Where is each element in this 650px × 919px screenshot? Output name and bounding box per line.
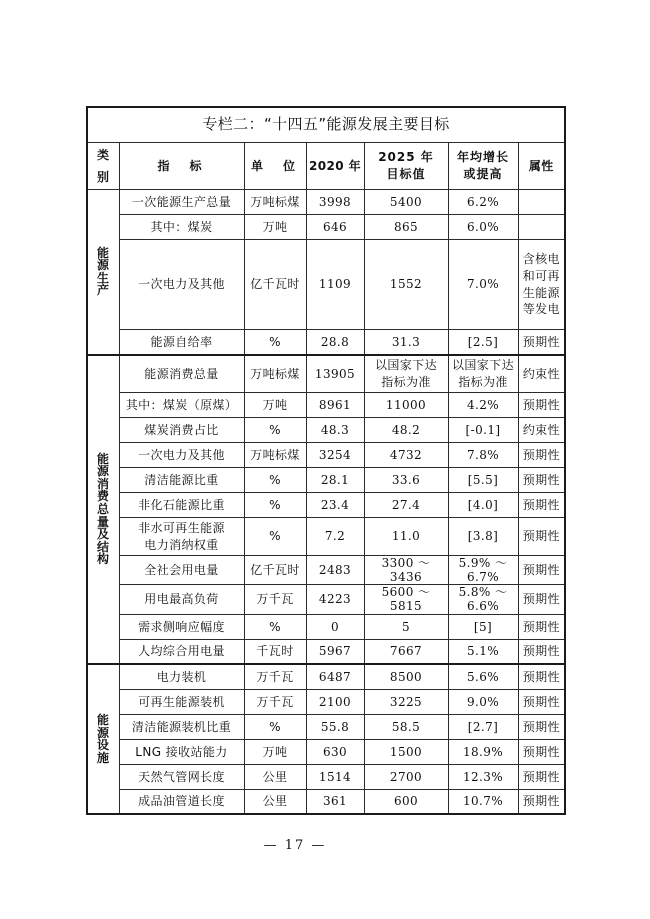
row-indicator: 清洁能源比重 bbox=[119, 468, 244, 493]
row-attribute: 预期性 bbox=[518, 714, 565, 739]
row-annual-growth: 4.2% bbox=[448, 393, 518, 418]
row-annual-growth: 5.9% ～ 6.7% bbox=[448, 556, 518, 585]
column-header-attribute: 属性 bbox=[518, 143, 565, 190]
row-attribute: 约束性 bbox=[518, 355, 565, 393]
cell-line: 非水可再生能源 bbox=[138, 520, 225, 535]
table-row bbox=[87, 789, 565, 814]
row-attribute bbox=[518, 190, 565, 215]
row-annual-growth: 9.0% bbox=[448, 689, 518, 714]
row-target-2025: 31.3 bbox=[364, 330, 448, 355]
row-target-2025: 5400 bbox=[364, 190, 448, 215]
row-unit: 万吨 bbox=[244, 393, 306, 418]
row-value-2020: 4223 bbox=[306, 585, 364, 614]
row-indicator: 可再生能源装机 bbox=[119, 689, 244, 714]
row-unit: 万千瓦 bbox=[244, 664, 306, 689]
row-indicator: 煤炭消费占比 bbox=[119, 418, 244, 443]
row-annual-growth bbox=[448, 355, 518, 393]
table-row bbox=[87, 393, 565, 418]
row-indicator: 人均综合用电量 bbox=[119, 639, 244, 664]
row-value-2020: 28.1 bbox=[306, 468, 364, 493]
category-label-char: 设 bbox=[97, 738, 110, 753]
cell-line: 以国家下达 bbox=[451, 357, 514, 372]
column-header-unit: 单 位 bbox=[244, 143, 306, 190]
row-unit: 公里 bbox=[244, 764, 306, 789]
category-label-char: 总 bbox=[97, 502, 110, 517]
row-attribute: 预期性 bbox=[518, 443, 565, 468]
row-unit: 万吨标煤 bbox=[244, 443, 306, 468]
row-unit: % bbox=[244, 493, 306, 518]
row-annual-growth: 6.0% bbox=[448, 215, 518, 240]
table-row bbox=[87, 714, 565, 739]
category-header-stack bbox=[89, 144, 118, 188]
row-annual-growth: [5.5] bbox=[448, 468, 518, 493]
row-target-2025: 5 bbox=[364, 614, 448, 639]
row-value-2020: 646 bbox=[306, 215, 364, 240]
table-row bbox=[87, 443, 565, 468]
cell-line: 指标为准 bbox=[381, 374, 431, 389]
row-attribute: 预期性 bbox=[518, 639, 565, 664]
row-target-2025: 48.2 bbox=[364, 418, 448, 443]
row-annual-growth: 7.8% bbox=[448, 443, 518, 468]
row-value-2020: 630 bbox=[306, 739, 364, 764]
table-row bbox=[87, 664, 565, 689]
cell-line: 等发电 bbox=[522, 302, 560, 317]
row-value-2020: 0 bbox=[306, 614, 364, 639]
row-attribute: 预期性 bbox=[518, 764, 565, 789]
row-value-2020: 1514 bbox=[306, 764, 364, 789]
row-unit: 万千瓦 bbox=[244, 689, 306, 714]
column-header-year-2025-target bbox=[364, 143, 448, 190]
row-target-2025: 11000 bbox=[364, 393, 448, 418]
table-row bbox=[87, 614, 565, 639]
row-category-1 bbox=[87, 190, 119, 355]
category-label-char: 费 bbox=[97, 489, 110, 504]
table-row bbox=[87, 240, 565, 330]
row-target-2025: 4732 bbox=[364, 443, 448, 468]
category-label-char: 产 bbox=[97, 283, 110, 298]
row-annual-growth: [5] bbox=[448, 614, 518, 639]
category-label-char: 能 bbox=[97, 712, 110, 727]
row-indicator: 天然气管网长度 bbox=[119, 764, 244, 789]
row-target-2025 bbox=[364, 355, 448, 393]
row-indicator: 全社会用电量 bbox=[119, 556, 244, 585]
row-value-2020: 6487 bbox=[306, 664, 364, 689]
row-annual-growth: [2.5] bbox=[448, 330, 518, 355]
column-header-category bbox=[87, 143, 119, 190]
cell-line: 以国家下达 bbox=[374, 357, 437, 372]
table-row bbox=[87, 639, 565, 664]
row-value-2020: 3998 bbox=[306, 190, 364, 215]
table-row bbox=[87, 355, 565, 393]
row-value-2020: 2483 bbox=[306, 556, 364, 585]
row-indicator: 一次电力及其他 bbox=[119, 443, 244, 468]
row-value-2020: 1109 bbox=[306, 240, 364, 330]
row-attribute: 预期性 bbox=[518, 664, 565, 689]
row-indicator: 成品油管道长度 bbox=[119, 789, 244, 814]
cell-line: 电力消纳权重 bbox=[144, 537, 219, 552]
row-annual-growth: 7.0% bbox=[448, 240, 518, 330]
row-attribute: 预期性 bbox=[518, 468, 565, 493]
row-annual-growth: [3.8] bbox=[448, 518, 518, 556]
row-target-2025: 8500 bbox=[364, 664, 448, 689]
row-unit: 万千瓦 bbox=[244, 585, 306, 614]
table-row bbox=[87, 215, 565, 240]
row-indicator bbox=[119, 518, 244, 556]
category-label-char: 施 bbox=[97, 750, 110, 765]
table-row bbox=[87, 689, 565, 714]
energy-targets-table bbox=[86, 106, 566, 815]
row-unit: 公里 bbox=[244, 789, 306, 814]
row-unit: 万吨标煤 bbox=[244, 355, 306, 393]
row-unit: % bbox=[244, 468, 306, 493]
row-value-2020: 28.8 bbox=[306, 330, 364, 355]
energy-targets-table-container bbox=[86, 106, 564, 815]
row-value-2020: 2100 bbox=[306, 689, 364, 714]
column-header-annual-growth bbox=[448, 143, 518, 190]
cell-line: 或提高 bbox=[463, 167, 503, 181]
row-unit: 千瓦时 bbox=[244, 639, 306, 664]
row-indicator: 非化石能源比重 bbox=[119, 493, 244, 518]
row-attribute: 预期性 bbox=[518, 493, 565, 518]
row-indicator: LNG 接收站能力 bbox=[119, 739, 244, 764]
row-value-2020: 13905 bbox=[306, 355, 364, 393]
category-label-char: 量 bbox=[97, 514, 110, 529]
category-label-char: 源 bbox=[97, 725, 110, 740]
row-annual-growth: [4.0] bbox=[448, 493, 518, 518]
table-row bbox=[87, 190, 565, 215]
row-target-2025: 1552 bbox=[364, 240, 448, 330]
row-indicator: 一次能源生产总量 bbox=[119, 190, 244, 215]
row-target-2025: 3225 bbox=[364, 689, 448, 714]
category-label-char: 源 bbox=[97, 258, 110, 273]
row-annual-growth: [-0.1] bbox=[448, 418, 518, 443]
row-unit: 亿千瓦时 bbox=[244, 556, 306, 585]
row-attribute: 预期性 bbox=[518, 739, 565, 764]
row-target-2025: 3300 ～ 3436 bbox=[364, 556, 448, 585]
row-indicator: 需求侧响应幅度 bbox=[119, 614, 244, 639]
row-unit: % bbox=[244, 714, 306, 739]
row-unit: % bbox=[244, 518, 306, 556]
table-row bbox=[87, 764, 565, 789]
row-target-2025: 33.6 bbox=[364, 468, 448, 493]
row-attribute: 预期性 bbox=[518, 689, 565, 714]
row-indicator: 其中：煤炭 bbox=[119, 215, 244, 240]
cell-line: 含核电 bbox=[522, 251, 560, 266]
row-indicator: 用电最高负荷 bbox=[119, 585, 244, 614]
table-title-row bbox=[87, 107, 565, 143]
row-attribute bbox=[518, 215, 565, 240]
column-header-indicator: 指 标 bbox=[119, 143, 244, 190]
row-category-3 bbox=[87, 664, 119, 814]
row-value-2020: 23.4 bbox=[306, 493, 364, 518]
cell-line: 目标值 bbox=[386, 167, 426, 181]
row-attribute: 预期性 bbox=[518, 518, 565, 556]
table-title: 专栏二：“十四五”能源发展主要目标 bbox=[87, 107, 565, 143]
row-value-2020: 5967 bbox=[306, 639, 364, 664]
row-unit: % bbox=[244, 330, 306, 355]
category-label-char: 构 bbox=[97, 552, 110, 567]
row-target-2025: 1500 bbox=[364, 739, 448, 764]
row-attribute bbox=[518, 240, 565, 330]
table-row bbox=[87, 556, 565, 585]
row-attribute: 预期性 bbox=[518, 556, 565, 585]
row-target-2025: 58.5 bbox=[364, 714, 448, 739]
row-target-2025: 2700 bbox=[364, 764, 448, 789]
row-annual-growth: 6.2% bbox=[448, 190, 518, 215]
row-unit: 万吨 bbox=[244, 739, 306, 764]
row-annual-growth: 5.6% bbox=[448, 664, 518, 689]
row-unit: 万吨 bbox=[244, 215, 306, 240]
row-indicator: 一次电力及其他 bbox=[119, 240, 244, 330]
row-target-2025: 11.0 bbox=[364, 518, 448, 556]
cell-line: 指标为准 bbox=[458, 374, 508, 389]
row-value-2020: 55.8 bbox=[306, 714, 364, 739]
category-label-char: 结 bbox=[97, 539, 110, 554]
row-value-2020: 361 bbox=[306, 789, 364, 814]
cell-line: 2025 年 bbox=[378, 150, 434, 165]
row-annual-growth: 10.7% bbox=[448, 789, 518, 814]
row-annual-growth: 12.3% bbox=[448, 764, 518, 789]
row-annual-growth: 5.8% ～ 6.6% bbox=[448, 585, 518, 614]
row-unit: % bbox=[244, 614, 306, 639]
category-label-char: 及 bbox=[97, 527, 110, 542]
category-label-stack bbox=[88, 453, 119, 566]
table-row bbox=[87, 493, 565, 518]
row-attribute: 预期性 bbox=[518, 393, 565, 418]
row-annual-growth: 18.9% bbox=[448, 739, 518, 764]
row-target-2025: 27.4 bbox=[364, 493, 448, 518]
row-attribute: 约束性 bbox=[518, 418, 565, 443]
table-row bbox=[87, 585, 565, 614]
table-row bbox=[87, 330, 565, 355]
row-category-2 bbox=[87, 355, 119, 665]
row-value-2020: 8961 bbox=[306, 393, 364, 418]
row-indicator: 能源自给率 bbox=[119, 330, 244, 355]
category-label-stack bbox=[88, 714, 119, 764]
category-label-char: 能 bbox=[97, 245, 110, 260]
row-attribute: 预期性 bbox=[518, 789, 565, 814]
cell-line: 年均增长 bbox=[456, 150, 509, 165]
row-target-2025: 600 bbox=[364, 789, 448, 814]
row-target-2025: 7667 bbox=[364, 639, 448, 664]
row-target-2025: 865 bbox=[364, 215, 448, 240]
category-label-stack bbox=[88, 247, 119, 297]
row-attribute: 预期性 bbox=[518, 330, 565, 355]
row-indicator: 电力装机 bbox=[119, 664, 244, 689]
table-row bbox=[87, 468, 565, 493]
row-annual-growth: [2.7] bbox=[448, 714, 518, 739]
category-header-char: 别 bbox=[97, 169, 110, 184]
row-indicator: 其中：煤炭（原煤） bbox=[119, 393, 244, 418]
column-header-year-2020: 2020 年 bbox=[306, 143, 364, 190]
table-row bbox=[87, 739, 565, 764]
category-label-char: 源 bbox=[97, 464, 110, 479]
table-header-row bbox=[87, 143, 565, 190]
cell-line: 和可再 bbox=[522, 268, 560, 283]
row-attribute: 预期性 bbox=[518, 614, 565, 639]
table-row bbox=[87, 518, 565, 556]
row-indicator: 清洁能源装机比重 bbox=[119, 714, 244, 739]
row-unit: 万吨标煤 bbox=[244, 190, 306, 215]
category-label-char: 能 bbox=[97, 451, 110, 466]
category-label-char: 生 bbox=[97, 270, 110, 285]
row-indicator: 能源消费总量 bbox=[119, 355, 244, 393]
cell-line: 生能源 bbox=[522, 285, 560, 300]
row-unit: % bbox=[244, 418, 306, 443]
row-attribute: 预期性 bbox=[518, 585, 565, 614]
row-value-2020: 48.3 bbox=[306, 418, 364, 443]
row-annual-growth: 5.1% bbox=[448, 639, 518, 664]
page-number: — 17 — bbox=[263, 838, 327, 853]
category-header-char: 类 bbox=[97, 147, 110, 162]
row-unit: 亿千瓦时 bbox=[244, 240, 306, 330]
row-value-2020: 3254 bbox=[306, 443, 364, 468]
row-target-2025: 5600 ～ 5815 bbox=[364, 585, 448, 614]
row-value-2020: 7.2 bbox=[306, 518, 364, 556]
category-label-char: 消 bbox=[97, 476, 110, 491]
table-row bbox=[87, 418, 565, 443]
